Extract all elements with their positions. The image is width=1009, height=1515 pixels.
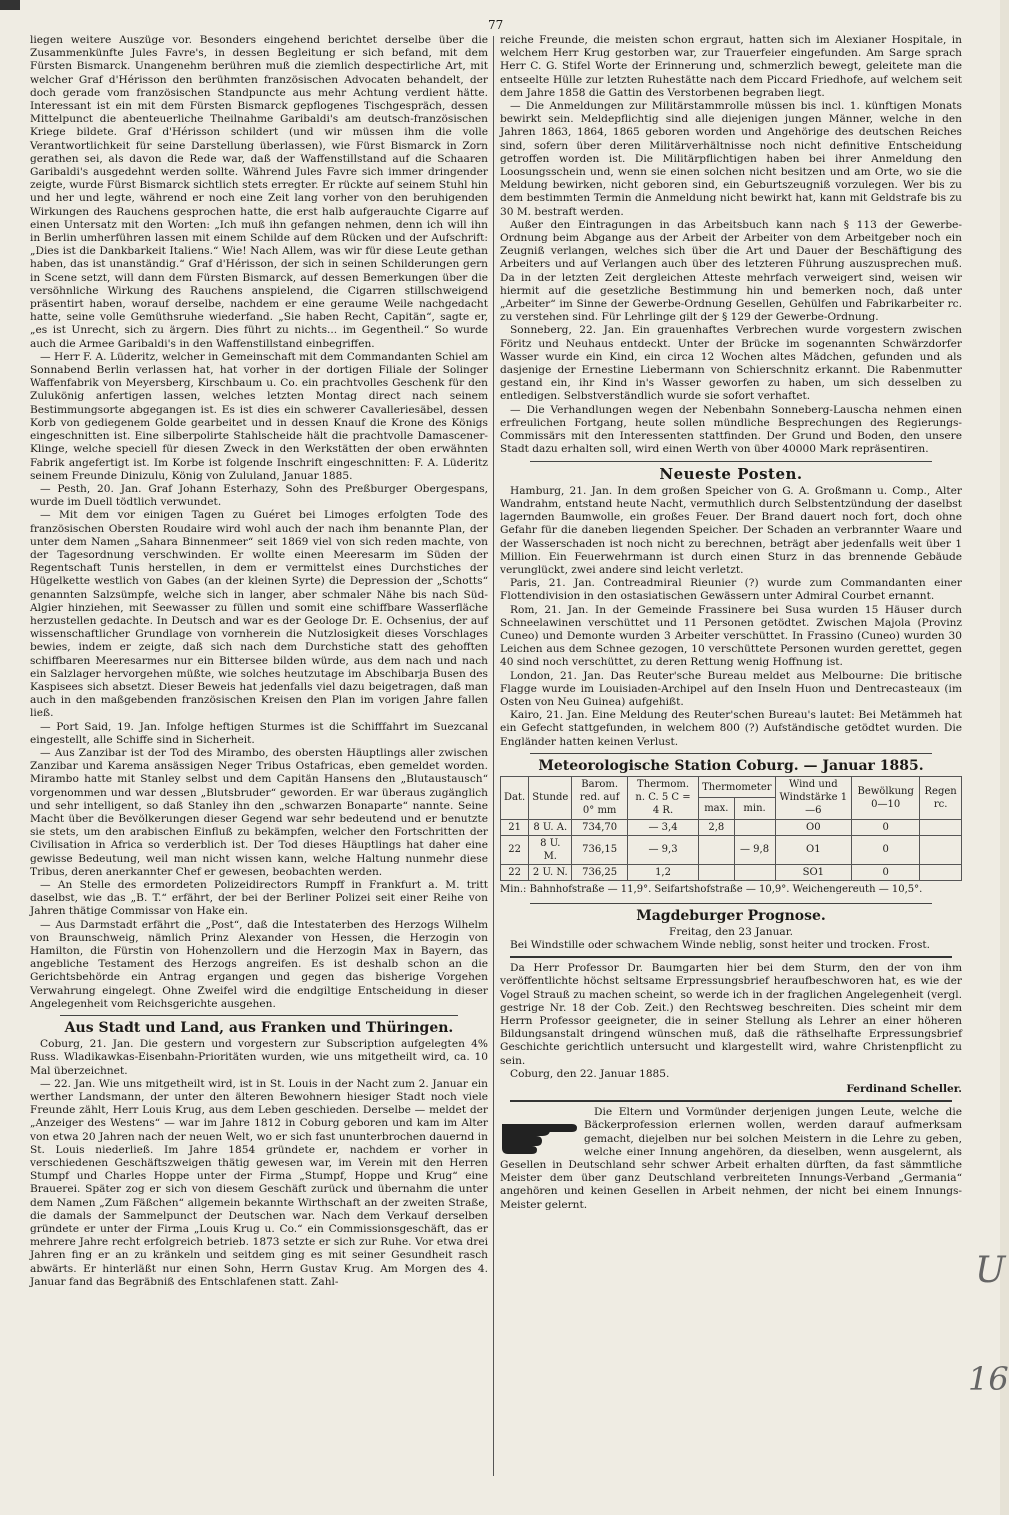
corner-tab <box>0 0 20 10</box>
table-header: Barom. red. auf 0° mm <box>572 776 628 819</box>
table-row <box>501 819 962 835</box>
news-item: Kairo, 21. Jan. Eine Meldung des Reuter'schen Bureau's lautet: Bei Metämmeh hat ein Gefecht stattgefunden, in welchem 800 (?) Aufständische getödtet wurden. Die Engländer hatten keinen Verlust. <box>500 709 962 748</box>
prognose-date: Freitag, den 23 Januar. <box>668 925 794 938</box>
table-header: Thermom. n. C. 5 C = 4 R. <box>627 776 698 819</box>
weather-table <box>500 776 962 881</box>
table-cell <box>920 819 962 835</box>
news-item: London, 21. Jan. Das Reuter'sche Bureau meldet aus Melbourne: Die britische Flagge wurde im Louisiaden-Archipel auf den Inseln Huon und Dentrecasteaux (im Osten von Neu Guinea) aufgehißt. <box>500 669 962 708</box>
article: — Die Verhandlungen wegen der Nebenbahn Sonneberg-Lauscha nehmen einen erfreulichen Fortgang, heute sollen mündliche Besprechungen des Regierungs-Commissärs mit den Interessenten stattfinden. Der Grund und Boden, den unsere Stadt dazu erhalten soll, wird einen Werth von über 40000 Mark repräsentiren. <box>500 403 962 456</box>
article: Coburg, 21. Jan. Die gestern und vorgestern zur Subscription aufgelegten 4% Russ. Wladikawkas-Eisenbahn-Prioritäten wurden, wie uns mitgetheilt wird, ca. 10 Mal überzeichnet. <box>30 1038 488 1077</box>
table-cell <box>920 865 962 881</box>
notice-signature: Ferdinand Scheller. <box>846 1083 962 1096</box>
left-column <box>30 34 488 1289</box>
bakery-notice <box>500 1106 962 1212</box>
article: — An Stelle des ermordeten Polizeidirectors Rumpff in Frankfurt a. M. tritt daselbst, wie das „B. T.“ erfährt, der bei der Berliner Polizei seit einer Reihe von Jahren thätige Commissar von Hake ein. <box>30 879 488 918</box>
divider <box>530 461 932 462</box>
article: — Pesth, 20. Jan. Graf Johann Esterhazy, Sohn des Preßburger Obergespans, wurde im Duell tödtlich verwundet. <box>30 482 488 509</box>
table-cell: 2,8 <box>699 819 734 835</box>
table-cell: — 9,8 <box>734 835 775 864</box>
meteo-footer: Min.: Bahnhofstraße — 11,9°. Seifartshofstraße — 10,9°. Weichengereuth — 10,5°. <box>500 884 923 896</box>
notice-place-date: Coburg, den 22. Januar 1885. <box>510 1067 670 1080</box>
table-header: Regen rc. <box>920 776 962 819</box>
table-cell: 21 <box>501 819 529 835</box>
table-cell <box>734 865 775 881</box>
divider <box>510 956 952 958</box>
table-cell <box>699 865 734 881</box>
table-cell: SO1 <box>775 865 852 881</box>
table-cell: 22 <box>501 835 529 864</box>
table-cell: 1,2 <box>627 865 698 881</box>
article: Außer den Eintragungen in das Arbeitsbuch kann nach § 113 der Gewerbe-Ordnung beim Abgange aus der Arbeit der Arbeiter von dem Arbeitgeber noch ein Zeugniß verlangen, welches sich über die Art und Dauer der Beschäftigung des Arbeiters und auf Verlangen auch über des letzteren Führung auszusprechen muß. Da in der letzten Zeit dergleichen Atteste mehrfach verweigert sind, weisen wir hiermit auf die gesetzliche Bestimmung hin und bemerken noch, daß unter „Arbeiter“ im Sinne der Gewerbe-Ordnung Gesellen, Gehülfen und Fabrikarbeiter rc. zu verstehen sind. Für Lehrlinge gilt der § 129 der Gewerbe-Ordnung. <box>500 218 962 324</box>
table-cell: — 3,4 <box>627 819 698 835</box>
article: — Aus Zanzibar ist der Tod des Mirambo, des obersten Häuptlings aller zwischen Zanzibar und Karema ansässigen Neger Tribus Ostafricas, eben gemeldet worden. Mirambo hatte mit Stanley selbst und dem Capitän Hansens den „Blutaustausch“ vorgenommen und war dessen „Blutsbruder“ geworden. Er war überaus zugänglich und sehr intelligent, so daß Stanley ihn den „schwarzen Bonaparte“ nannte. Seine Macht über die Bevölkerungen dieser Gegend war sehr bedeutend und er benutzte sie stets, um den arabischen Einfluß zu bekämpfen, welcher den Fortschritten der Civilisation in Africa so verderblich ist. Der Tod dieses Häuptlings hat daher eine gewisse Bedeutung, weil man nicht wissen kann, welche Haltung nunmehr diese Tribus, deren anerkannter Chef er gewesen, beobachten werden. <box>30 746 488 878</box>
table-cell: 736,15 <box>572 835 628 864</box>
table-cell <box>920 835 962 864</box>
table-cell: 8 U. A. <box>529 819 572 835</box>
pointing-hand-icon <box>500 1110 578 1154</box>
article: liegen weitere Auszüge vor. Besonders eingehend berichtet derselbe über die Zusammenkünfte Jules Favre's, in dessen Begleitung er sich befand, mit dem Fürsten Bismarck. Unangenehm berühren muß die ziemlich despectirliche Art, mit welcher Graf d'Hérisson den berühmten französischen Advocaten behandelt, der doch gerade vom französischen Standpuncte aus mehr Achtung verdient hätte. Interessant ist ein mit dem Fürsten Bismarck gepflogenes Tischgespräch, dessen Mittelpunct die abenteuerliche Theilnahme Garibaldi's am deutsch-französischen Kriege bildete. Graf d'Hérisson schildert (und wir müssen ihm die volle Verantwortlichkeit für seine Darstellung überlassen), wie Fürst Bismarck in Zorn gerathen sei, als davon die Rede war, daß der Waffenstillstand auf die Schaaren Garibaldi's ausgedehnt werden sollte. Während Jules Favre sich immer dringender zeigte, wurde Fürst Bismarck sichtlich stets erregter. Er rückte auf seinem Stuhl hin und her und legte, während er noch eine Zeit lang vorher von den beruhigenden Wirkungen des Rauchens gesprochen hatte, die erst halb aufgerauchte Cigarre auf einen Untersatz mit den Worten: „Ich muß ihn gefangen nehmen, denn ich will ihn in Berlin umherführen lassen mit einem Schilde auf dem Rücken und der Aufschrift: „Dies ist die Dankbarkeit Italiens.“ Wie! Nach Allem, was wir für diese Leute gethan haben, das ist unanständig.“ Graf d'Hérisson, der sich in seinen Schilderungen gern in Scene setzt, will dann dem Fürsten Bismarck, auf dessen Bemerkungen über die versöhnliche Wirkung des Rauchens anspielend, die Cigarren stillschweigend präsentirt haben, worauf derselbe, nachdem er eine geraume Weile nachgedacht hatte, seine volle Gemüthsruhe wiederfand. „Sie haben Recht, Capitän“, sagte er, „es ist Unrecht, sich zu ärgern. Dies führt zu nichts... im Gegentheil.“ So wurde auch die Armee Garibaldi's in den Waffenstillstand einbegriffen. <box>30 34 488 350</box>
table-cell: 0 <box>852 865 920 881</box>
table-header: Thermometer <box>699 776 775 797</box>
table-cell: 22 <box>501 865 529 881</box>
prognose-text: Bei Windstille oder schwachem Winde neblig, sonst heiter und trocken. Frost. <box>510 939 931 951</box>
article: — Die Anmeldungen zur Militärstammrolle müssen bis incl. 1. künftigen Monats bewirkt sein. Meldepflichtig sind alle diejenigen jungen Männer, welche in den Jahren 1863, 1864, 1865 geboren worden und Angehörige des deutschen Reiches sind, sofern über deren Militärverhältnisse noch nicht definitive Entscheidung getroffen worden ist. Die Militärpflichtigen haben bei ihrer Anmeldung den Loosungsschein und, wenn sie einen solchen nicht besitzen und am Orte, wo sie die Meldung bewirken, nicht geboren sind, ein Geburtszeugniß vorzulegen. Wer bis zu dem bestimmten Termin die Anmeldung nicht bewirkt hat, kann mit Geldstrafe bis zu 30 M. bestraft werden. <box>500 100 962 218</box>
divider <box>530 903 932 904</box>
table-cell: O1 <box>775 835 852 864</box>
table-cell: 0 <box>852 819 920 835</box>
table-cell: 2 U. N. <box>529 865 572 881</box>
news-item: Paris, 21. Jan. Contreadmiral Rieunier (?) wurde zum Commandanten einer Flottendivision in den ostasiatischen Gewässern unter Admiral Courbet ernannt. <box>500 577 962 603</box>
article: — Mit dem vor einigen Tagen zu Guéret bei Limoges erfolgten Tode des französischen Obersten Roudaire wird wohl auch der nach ihm benannte Plan, der unter dem Namen „Sahara Binnenmeer“ seit 1869 viel von sich reden machte, von der Tagesordnung verschwinden. Er wollte einen Meeresarm im Süden der Regentschaft Tunis herstellen, in dem er vermittelst eines Durchstiches der Hügelkette westlich von Gabes (an der kleinen Syrte) die Depression der „Schotts“ genannten Salzsümpfe, welche sich in langer, aber schmaler Nähe bis nach Süd-Algier hinziehen, mit Seewasser zu füllen und somit eine schiffbare Wasserfläche herzustellen gedachte. In Deutsch and war es der Geologe Dr. E. Ochsenius, der auf wissenschaftlicher Grundlage von vornherein die Nutzlosigkeit dieses Vorschlages bewies, indem er zeigte, daß sich nach dem Durchstiche statt des gehofften schiffbaren Meeresarmes nur ein Bittersee bilden würde, aus dem nach und nach ein Salzlager hervorgehen müßte, wie solches heutzutage im Abschibarja Busen des Kaspisees sich absetzt. Dieser Beweis hat jedenfalls viel dazu beigetragen, daß man auch in den maßgebenden französischen Kreisen den Plan im vorigen Jahre fallen ließ. <box>30 509 488 720</box>
table-cell <box>734 819 775 835</box>
article: — Port Said, 19. Jan. Infolge heftigen Sturmes ist die Schifffahrt im Suezcanal eingestellt, alle Schiffe sind in Sicherheit. <box>30 720 488 746</box>
table-header-row <box>501 776 962 797</box>
column-rule <box>493 36 494 1476</box>
right-column <box>500 34 962 1212</box>
page-number: 77 <box>488 18 504 32</box>
margin-mark: 16 <box>968 1360 1009 1398</box>
divider <box>510 1100 952 1102</box>
table-cell <box>699 835 734 864</box>
table-cell: 8 U. M. <box>529 835 572 864</box>
article: — Aus Darmstadt erfährt die „Post“, daß die Intestaterben des Herzogs Wilhelm von Braunschweig, nämlich Prinz Alexander von Hessen, die Herzogin von Hamilton, die Fürstin von Hohenzollern und die Herzogin Max in Bayern, das angebliche Testament des Herzogs angreifen. Es ist deshalb schon an die Gerichtsbehörde ein Antrag ergangen und gegen das bisherige Vorgehen Verwahrung eingelegt. Ohne Zweifel wird die endgiltige Entscheidung in dieser Angelegenheit vom Reichsgerichte ausgehen. <box>30 918 488 1010</box>
news-item: Rom, 21. Jan. In der Gemeinde Frassinere bei Susa wurden 15 Häuser durch Schneelawinen verschüttet und 11 Personen getödtet. Zwischen Majola (Provinz Cuneo) und Demonte wurden 3 Arbeiter verschüttet. In Frassino (Cuneo) wurden 30 Leichen aus dem Schnee gezogen, 10 verschüttete Personen wurden gerettet, gegen 40 sind noch verschüttet, zu deren Rettung wenig Hoffnung ist. <box>500 603 962 669</box>
article: reiche Freunde, die meisten schon ergraut, hatten sich im Alexianer Hospitale, in welchem Herr Krug gestorben war, zur Trauerfeier eingefunden. Am Sarge sprach Herr C. G. Stifel Worte der Erinnerung und, schmerzlich bewegt, geleitete man die entseelte Hülle zur letzten Ruhestätte nach dem Piccard Friedhofe, auf welchem seit dem Jahre 1858 die Gattin des Verstorbenen begraben liegt. <box>500 34 962 99</box>
table-header: Bewölkung 0—10 <box>852 776 920 819</box>
table-header: Wind und Windstärke 1—6 <box>775 776 852 819</box>
prognose-title: Magdeburger Prognose. <box>636 907 826 924</box>
news-item: Hamburg, 21. Jan. In dem großen Speicher von G. A. Großmann u. Comp., Alter Wandrahm, entstand heute Nacht, vermuthlich durch Selbstentzündung der daselbst lagernden Baumwolle, ein großes Feuer. Der Brand dauert noch fort, doch ohne Gefahr für die daneben liegenden Speicher. Der Schaden an verbrannter Waare und der Wasserschaden ist noch nicht zu berechnen, beträgt aber jedenfalls weit über 1 Million. Ein Feuerwehrmann ist durch einen Sturz in das brennende Gebäude verunglückt, zwei andere sind leicht verletzt. <box>500 484 962 576</box>
table-header: max. <box>699 798 734 819</box>
meteo-title: Meteorologische Station Coburg. — Januar 1885. <box>538 757 924 774</box>
table-cell: O0 <box>775 819 852 835</box>
divider <box>60 1015 458 1016</box>
table-header: Stunde <box>529 776 572 819</box>
table-row <box>501 865 962 881</box>
section-title: Aus Stadt und Land, aus Franken und Thüringen. <box>64 1020 454 1037</box>
table-header: Dat. <box>501 776 529 819</box>
margin-mark: U <box>975 1250 1006 1291</box>
table-header: min. <box>734 798 775 819</box>
article: — Herr F. A. Lüderitz, welcher in Gemeinschaft mit dem Commandanten Schiel am Sonnabend Berlin verlassen hat, hat vorher in der dortigen Filiale der Solinger Waffenfabrik von Meyersberg, Kirschbaum u. Co. ein prachtvolles Geschenk für den Zulukönig anfertigen lassen, welches letzten Montag direct nach seinem Bestimmungsorte abgegangen ist. Es ist dies ein schwerer Cavalleriesäbel, dessen Korb von gediegenem Golde gearbeitet und in dessen Knauf die Krone des Königs eingeschnitten ist. Eine silberpolirte Stahlscheide hält die prachtvolle Damascener-Klinge, welche speciell für diesen Zweck in den Werkstätten der oben erwähnten Fabrik angefertigt ist. Im Korbe ist folgende Inschrift eingeschnitten: F. A. Lüderitz seinem Freunde Dinizulu, König von Zululand, Januar 1885. <box>30 350 488 482</box>
divider <box>530 753 932 754</box>
table-cell: 734,70 <box>572 819 628 835</box>
table-cell: 0 <box>852 835 920 864</box>
article: Sonneberg, 22. Jan. Ein grauenhaftes Verbrechen wurde vorgestern zwischen Föritz und Neuhaus entdeckt. Unter der Brücke im sogenannten Schwärzdorfer Wasser wurde ein Kind, ein circa 12 Wochen altes Mädchen, gefunden und als dasjenige der Ernestine Liebermann von Schierschnitz erkannt. Die Rabenmutter gestand ein, ihr Kind in's Wasser geworfen zu haben, um sich desselben zu entledigen. Selbstverständlich wurde sie sofort verhaftet. <box>500 324 962 403</box>
table-row <box>501 835 962 864</box>
notice-text: Die Eltern und Vormünder derjenigen jungen Leute, welche die Bäckerprofession erlernen wollen, werden darauf aufmerksam gemacht, diejelben nur bei solchen Meistern in die Lehre zu geben, welche einer Innung angehören, da dieselben, wenn ausgelernt, als Gesellen in Deutschland sehr schwer Arbeit erhalten dürften, da fast sämmtliche Meister dem über ganz Deutschland verbreiteten Innungs-Verband „Germania“ angehören und keinen Gesellen in Arbeit nehmen, der nicht bei einem Innungs-Meister gelernt. <box>500 1106 962 1211</box>
article: — 22. Jan. Wie uns mitgetheilt wird, ist in St. Louis in der Nacht zum 2. Januar ein werther Landsmann, der unter den älteren Bewohnern hiesiger Stadt noch viele Freunde zählt, Herr Louis Krug, aus dem Leben geschieden. Derselbe — meldet der „Anzeiger des Westens“ — war im Jahre 1812 in Coburg geboren und kam im Alter von etwa 20 Jahren nach der neuen Welt, wo er sich fast ununterbrochen dauernd in St. Louis niederließ. Im Jahre 1854 gründete er, nachdem er vorher in verschiedenen Geschäftszweigen thätig gewesen war, im Verein mit den Herren Stumpf und Charles Hoppe unter der Firma „Stumpf, Hoppe und Krug“ eine Brauerei. Später zog er sich von diesem Geschäft zurück und übernahm die unter dem Namen „Zum Fäßchen“ allgemein bekannte Wirthschaft an der zweiten Straße, die damals der Sammelpunct der Deutschen war. Nach dem Verkauf derselben gründete er unter der Firma „Louis Krug u. Co.“ ein Commissionsgeschäft, das er mehrere Jahre recht erfolgreich betrieb. 1873 setzte er sich zur Ruhe. Vor etwa drei Jahren fing er an zu kränkeln und seitdem ging es mit seiner Gesundheit rasch abwärts. Er hinterläßt nur einen Sohn, Herrn Gustav Krug. Am Morgen des 4. Januar fand das Begräbniß des Entschlafenen statt. Zahl- <box>30 1077 488 1288</box>
table-cell: — 9,3 <box>627 835 698 864</box>
news-title: Neueste Posten. <box>659 464 803 483</box>
notice-text: Da Herr Professor Dr. Baumgarten hier bei dem Sturm, den der von ihm veröffentlichte höchst seltsame Erpressungsbrief heraufbeschworen hat, es wie der Vogel Strauß zu machen scheint, so werde ich in der fraglichen Angelegenheit (vergl. gestrige Nr. 18 der Cob. Zeit.) den Rechtsweg beschreiten. Dies scheint mir dem Herrn Professor geeigneter, die in seiner Stellung als Lehrer an einer höheren Bildungsanstalt dringend wünschen muß, daß die räthselhafte Erpressungsbrief Geschichte gerichtlich untersucht und klargestellt wird, wahre Christenpflicht zu sein. <box>500 962 962 1067</box>
table-cell: 736,25 <box>572 865 628 881</box>
